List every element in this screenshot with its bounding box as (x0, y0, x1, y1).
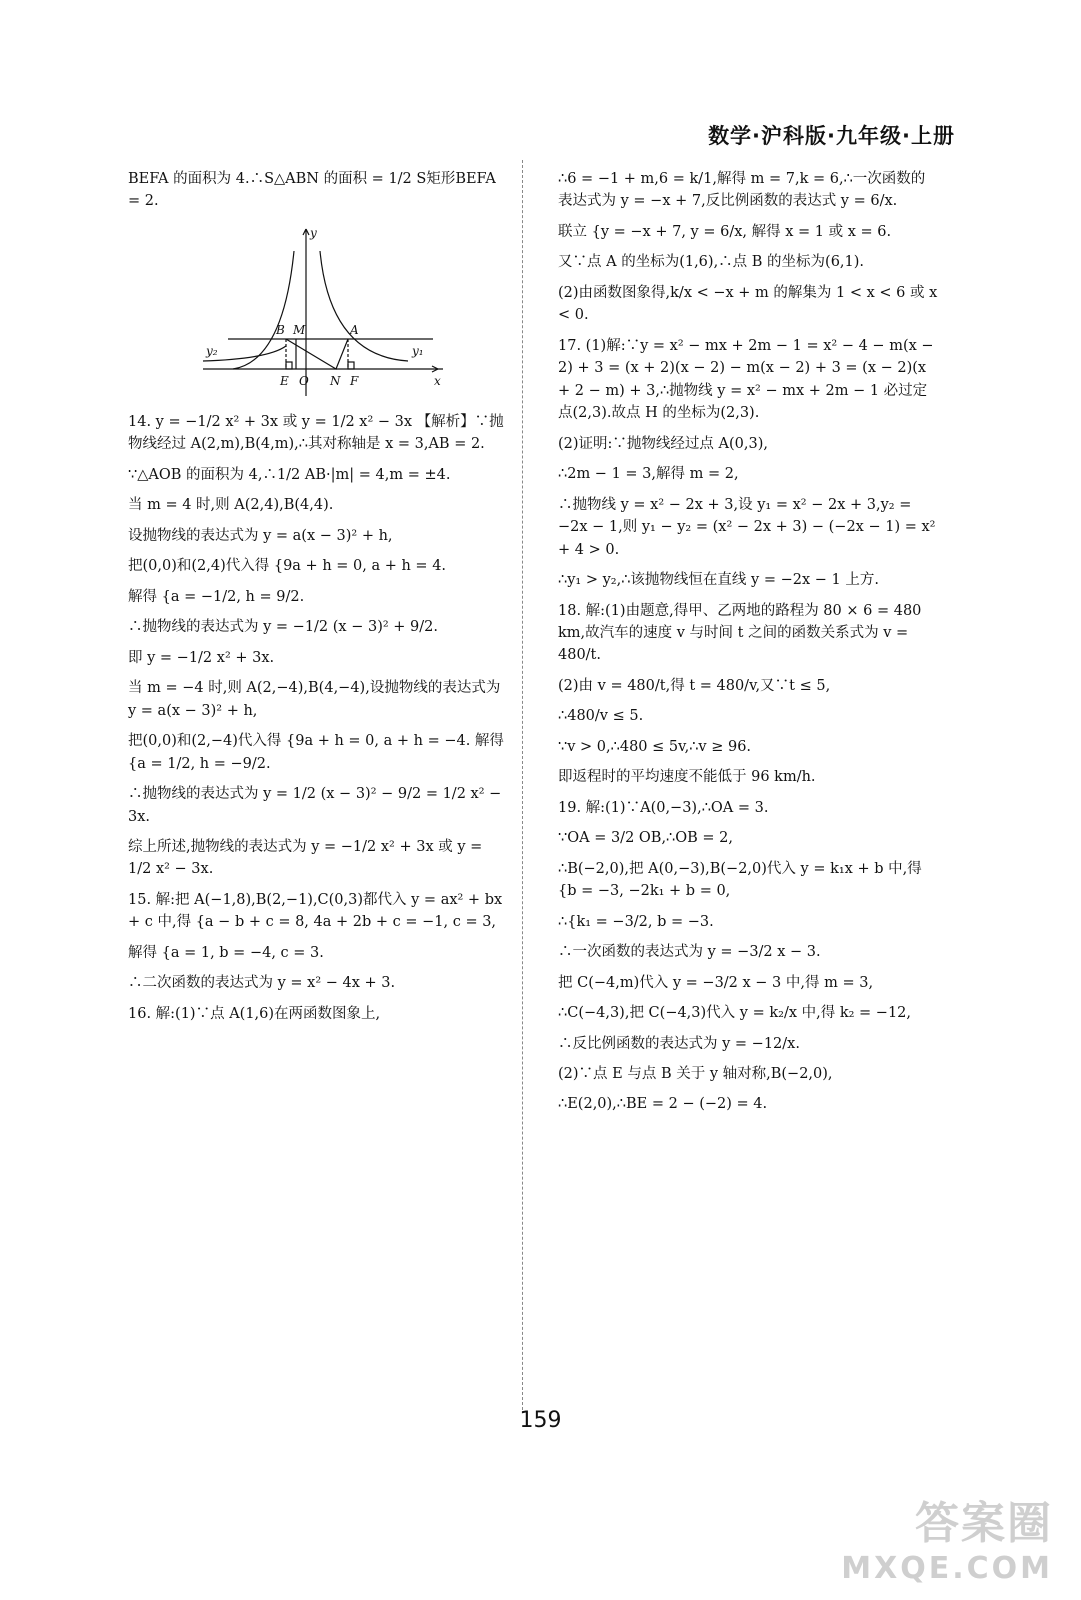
right-line: ∴C(−4,3),把 C(−4,3)代入 y = k₂/x 中,得 k₂ = −12, (558, 1005, 912, 1022)
y2-label: y₂ (206, 343, 218, 358)
right-line: ∴B(−2,0),把 A(0,−3),B(−2,0)代入 y = k₁x + b 中,得 {b = −3, −2k₁ + b = 0, (558, 860, 922, 900)
right-line: 联立 {y = −x + 7, y = 6/x, 解得 x = 1 或 x = 6. (558, 223, 892, 240)
watermark-logo: 答案圈 (915, 1498, 1053, 1549)
right-line: ∵OA = 3/2 OB,∴OB = 2, (558, 830, 734, 847)
x-axis-label: x (434, 373, 441, 388)
right-line: ∴抛物线 y = x² − 2x + 3,设 y₁ = x² − 2x + 3,y₂ = −2x − 1,则 y₁ − y₂ = (x² − 2x + 3) − (−2x − 1) = x² + 4 > 0. (558, 496, 936, 558)
right-column (558, 168, 938, 1124)
left-line: ∴抛物线的表达式为 y = 1/2 (x − 3)² − 9/2 = 1/2 x² − 3x. (128, 786, 502, 825)
watermark (841, 1487, 1053, 1586)
curve-left-branch (233, 251, 294, 369)
right-line: ∵v > 0,∴480 ≤ 5v,∴v ≥ 96. (558, 738, 752, 755)
left-line: 综上所述,抛物线的表达式为 y = −1/2 x² + 3x 或 y = 1/2 x² − 3x. (128, 838, 483, 878)
right-angle-f (348, 362, 354, 369)
running-header: 数学·沪科版·九年级·上册 (708, 124, 955, 148)
right-line: (2)证明:∵抛物线经过点 A(0,3), (558, 435, 768, 452)
watermark-url: MXQE.COM (841, 1551, 1053, 1586)
left-line: 解得 {a = −1/2, h = 9/2. (128, 588, 305, 605)
curve-right-branch (320, 251, 408, 361)
y-axis-label: y (310, 225, 317, 240)
left-line: 16. 解:(1)∵点 A(1,6)在两函数图象上, (128, 1005, 381, 1022)
left-line: ∴抛物线的表达式为 y = −1/2 (x − 3)² + 9/2. (128, 619, 438, 636)
right-line: ∴y₁ > y₂,∴该抛物线恒在直线 y = −2x − 1 上方. (558, 572, 879, 589)
right-line: 即返程时的平均速度不能低于 96 km/h. (558, 769, 816, 786)
right-line: ∴2m − 1 = 3,解得 m = 2, (558, 466, 739, 483)
left-line: 14. y = −1/2 x² + 3x 或 y = 1/2 x² − 3x 【解析】∵抛物线经过 A(2,m),B(4,m),∴其对称轴是 x = 3,AB = 2. (128, 413, 504, 453)
left-line: 当 m = 4 时,则 A(2,4),B(4,4). (128, 497, 334, 514)
column-divider (522, 160, 523, 1410)
point-a-label: A (350, 322, 359, 337)
parabola-graph-figure (198, 221, 448, 401)
right-line: (2)∵点 E 与点 B 关于 y 轴对称,B(−2,0), (558, 1066, 833, 1082)
right-line: 又∵点 A 的坐标为(1,6),∴点 B 的坐标为(6,1). (558, 254, 865, 271)
left-line: 当 m = −4 时,则 A(2,−4),B(4,−4),设抛物线的表达式为 y = a(x − 3)² + h, (128, 680, 501, 719)
left-line: 把(0,0)和(2,4)代入得 {9a + h = 0, a + h = 4. (128, 558, 447, 575)
page-number: 159 (519, 1408, 562, 1433)
point-m-label: M (293, 322, 306, 337)
left-line: BEFA 的面积为 4.∴S△ABN 的面积 = 1/2 S矩形BEFA = 2. (128, 171, 496, 210)
right-line: 19. 解:(1)∵A(0,−3),∴OA = 3. (558, 799, 769, 816)
point-f-label: F (350, 373, 359, 388)
right-line: (2)由 v = 480/t,得 t = 480/v,又∵t ≤ 5, (558, 677, 831, 694)
right-line: ∴{k₁ = −3/2, b = −3. (558, 913, 714, 930)
right-line: ∴6 = −1 + m,6 = k/1,解得 m = 7,k = 6,∴一次函数的表达式为 y = −x + 7,反比例函数的表达式 y = 6/x. (558, 171, 926, 210)
point-b-label: B (276, 322, 285, 337)
origin-label: O (299, 373, 309, 388)
left-line: ∵△AOB 的面积为 4,∴1/2 AB·|m| = 4,m = ±4. (128, 466, 451, 483)
y1-label: y₁ (412, 343, 424, 358)
left-line: 设抛物线的表达式为 y = a(x − 3)² + h, (128, 527, 393, 544)
right-angle-e (286, 362, 292, 369)
right-line: ∴反比例函数的表达式为 y = −12/x. (558, 1035, 800, 1052)
point-e-label: E (280, 373, 289, 388)
right-line: 18. 解:(1)由题意,得甲、乙两地的路程为 80 × 6 = 480 km,故汽车的速度 v 与时间 t 之间的函数关系式为 v = 480/t. (558, 602, 922, 664)
left-line: 15. 解:把 A(−1,8),B(2,−1),C(0,3)都代入 y = ax² + bx + c 中,得 {a − b + c = 8, 4a + 2b + c = −1, c = 3, (128, 891, 503, 931)
right-line: ∴E(2,0),∴BE = 2 − (−2) = 4. (558, 1096, 768, 1113)
left-line: 把(0,0)和(2,−4)代入得 {9a + h = 0, a + h = −4. 解得 {a = 1/2, h = −9/2. (128, 733, 504, 772)
right-line: 17. (1)解:∵y = x² − mx + 2m − 1 = x² − 4 − m(x − 2) + 3 = (x + 2)(x − 2) − m(x − 2) + 3 = (x − 2)(x + 2 − m) + 3,∴抛物线 y = x² − mx + 2m − 1 必过定点(2,3).故点 H 的坐标为(2,3). (558, 337, 934, 422)
left-line: 解得 {a = 1, b = −4, c = 3. (128, 944, 324, 961)
point-n-label: N (330, 373, 341, 388)
right-line: ∴480/v ≤ 5. (558, 708, 644, 725)
left-line: ∴二次函数的表达式为 y = x² − 4x + 3. (128, 975, 396, 992)
right-line: (2)由函数图象得,k/x < −x + m 的解集为 1 < x < 6 或 x < 0. (558, 284, 938, 324)
triangle-abn (286, 339, 348, 369)
right-line: ∴一次函数的表达式为 y = −3/2 x − 3. (558, 944, 821, 961)
left-column (128, 168, 508, 1033)
left-line: 即 y = −1/2 x² + 3x. (128, 649, 275, 666)
right-line: 把 C(−4,m)代入 y = −3/2 x − 3 中,得 m = 3, (558, 974, 874, 991)
